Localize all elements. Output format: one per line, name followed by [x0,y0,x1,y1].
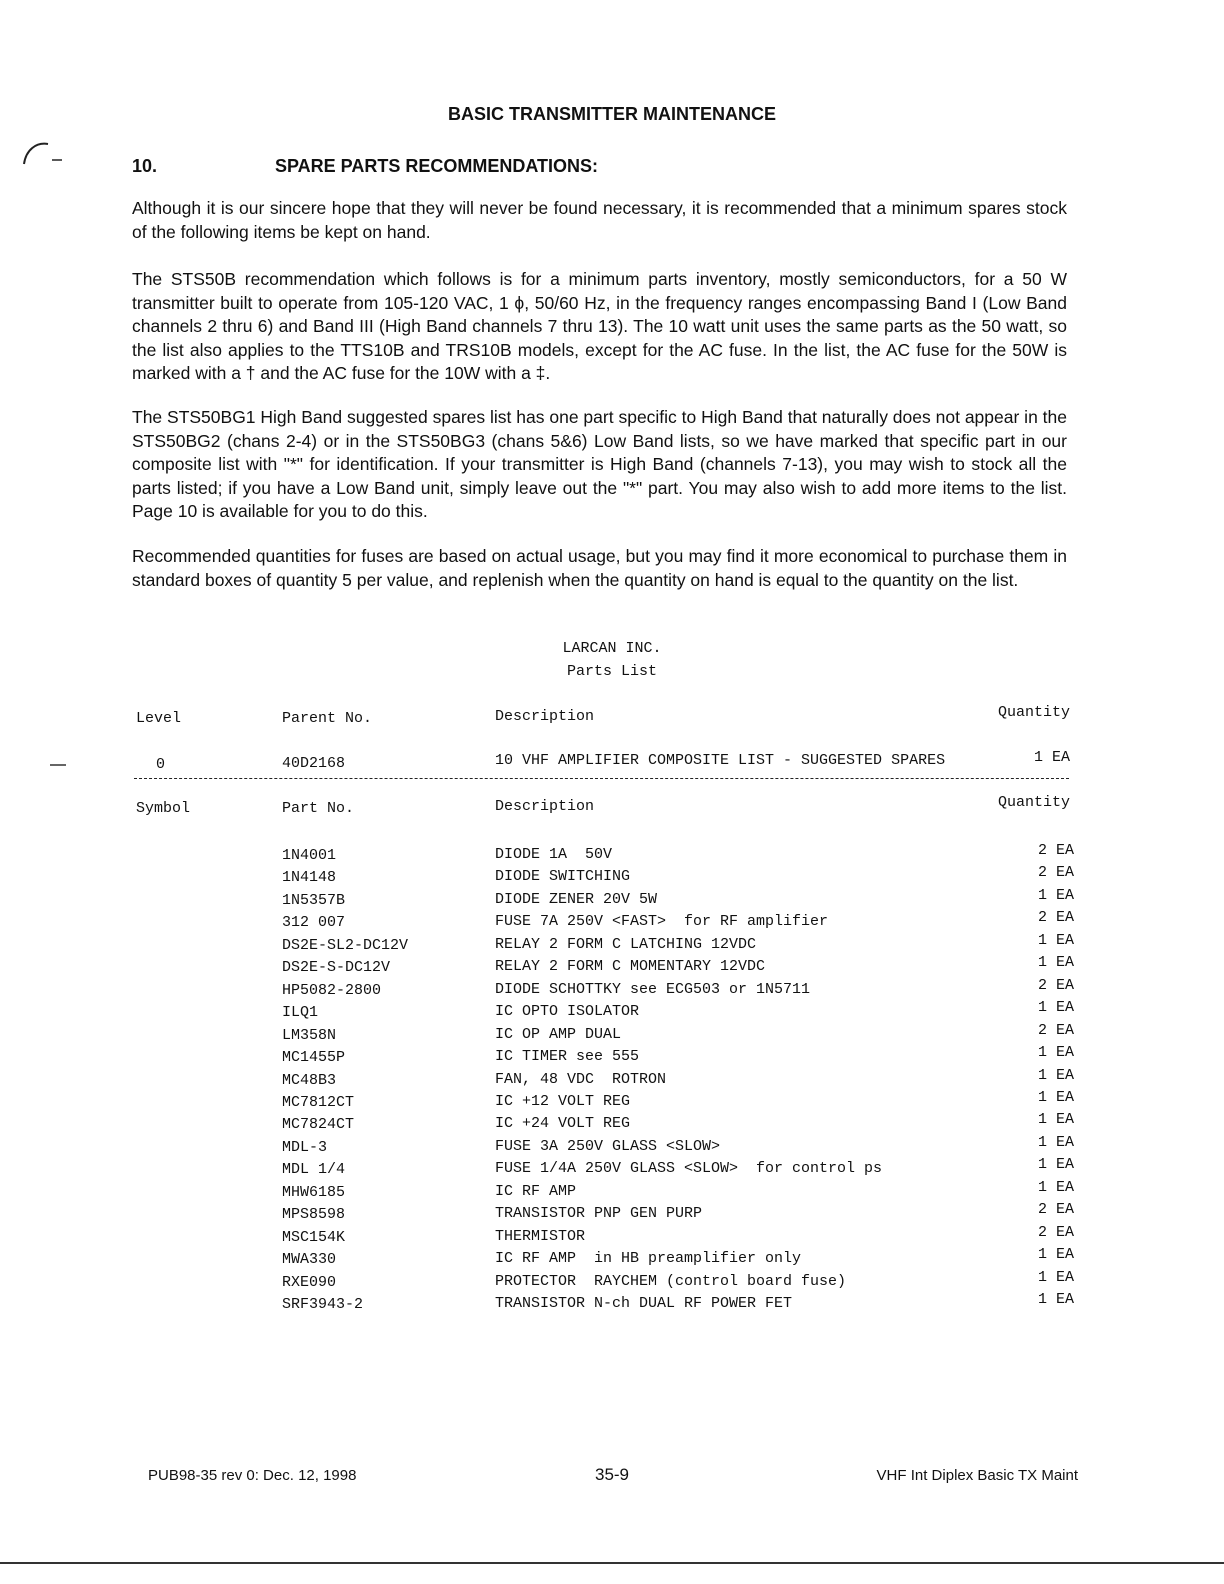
paragraph-intro: Although it is our sincere hope that they will never be found necessary, it is recommended that a minimum spares stock of the following items be kept on hand. [132,198,1067,242]
part-quantity: 1 EA [1037,1111,1074,1129]
parts-list-title: Parts List [566,663,657,680]
part-number: DS2E-SL2-DC12V [282,936,409,954]
part-quantity: 2 EA [1037,1201,1074,1219]
parent-quantity: 1 EA [1033,749,1070,766]
part-number: MDL-3 [282,1138,328,1156]
part-description: IC +24 VOLT REG [495,1115,631,1133]
part-number: MSC154K [282,1228,346,1246]
part-number: ILQ1 [282,1004,319,1022]
part-description: DIODE ZENER 20V 5W [495,890,658,908]
symbol-header: Symbol [136,800,191,817]
part-quantity: 1 EA [1037,931,1074,949]
part-number: MC1455P [282,1049,346,1067]
part-number: SRF3943-2 [282,1296,364,1313]
company-name: LARCAN INC. [562,640,662,657]
item-description-header: Description [495,798,595,815]
description-header: Description [495,708,595,725]
part-number: HP5082-2800 [282,981,382,999]
paragraph-fuses: Recommended quantities for fuses are based on actual usage, but you may find it more economical to purchase them in standard boxes of quantity 5 per value, and replenish when the quantity on hand is equal to the quantity on the list. [132,546,1067,590]
part-quantity: 1 EA [1037,1088,1074,1106]
part-description: IC RF AMP [495,1182,577,1200]
footer-publication: PUB98-35 rev 0: Dec. 12, 1998 [148,1467,357,1484]
dashed-divider [134,778,1069,779]
part-number: 1N5357B [282,891,346,909]
part-description: IC OPTO ISOLATOR [495,1003,640,1021]
part-quantity: 2 EA [1037,842,1074,859]
part-quantity: 1 EA [1037,1291,1074,1308]
part-description: THERMISTOR [495,1227,586,1245]
part-description: DIODE SCHOTTKY see ECG503 or 1N5711 [495,980,811,998]
part-description: IC +12 VOLT REG [495,1092,631,1110]
part-description: FAN, 48 VDC ROTRON [495,1070,667,1088]
part-quantity: 2 EA [1037,1021,1074,1039]
quantity-header: Quantity [997,704,1070,721]
part-quantity: 1 EA [1037,1246,1074,1264]
part-number: MC7812CT [282,1093,355,1111]
part-quantity: 1 EA [1037,1133,1074,1151]
section-title: SPARE PARTS RECOMMENDATIONS: [275,156,599,176]
part-no-header: Part No. [282,800,355,817]
parent-level: 0 [156,756,166,773]
part-description: FUSE 1/4A 250V GLASS <SLOW> for control ps [495,1160,883,1178]
part-quantity: 2 EA [1037,976,1074,994]
part-quantity: 1 EA [1037,886,1074,904]
parent-description: 10 VHF AMPLIFIER COMPOSITE LIST - SUGGESTED SPARES [495,752,946,769]
part-description: IC OP AMP DUAL [495,1025,622,1043]
item-quantity-header: Quantity [997,794,1070,811]
scan-mark [48,762,68,768]
part-description: FUSE 7A 250V <FAST> for RF amplifier [495,913,829,931]
part-description: IC RF AMP in HB preamplifier only [495,1250,802,1268]
part-quantity: 1 EA [1037,999,1074,1017]
part-description: RELAY 2 FORM C LATCHING 12VDC [495,935,757,953]
parent-no-header: Parent No. [282,710,373,727]
parent-number: 40D2168 [282,755,346,772]
part-quantity: 2 EA [1037,864,1074,882]
document-title: BASIC TRANSMITTER MAINTENANCE [448,104,776,124]
part-number: MC7824CT [282,1116,355,1134]
footer-document-name: VHF Int Diplex Basic TX Maint [876,1467,1078,1484]
part-description: DIODE 1A 50V [495,846,613,863]
part-description: TRANSISTOR PNP GEN PURP [495,1205,703,1223]
part-number: RXE090 [282,1273,337,1291]
part-number: 1N4148 [282,869,337,887]
part-quantity: 2 EA [1037,1223,1074,1241]
part-number: LM358N [282,1026,337,1044]
part-description: RELAY 2 FORM C MOMENTARY 12VDC [495,958,766,976]
part-number: MPS8598 [282,1206,346,1224]
part-quantity: 1 EA [1037,1044,1074,1062]
part-number: MDL 1/4 [282,1161,346,1179]
level-header: Level [136,710,182,727]
section-number: 10. [132,156,158,176]
part-description: FUSE 3A 250V GLASS <SLOW> [495,1137,721,1155]
part-quantity: 1 EA [1037,1178,1074,1196]
part-number: 312 007 [282,914,346,932]
part-quantity: 1 EA [1037,1066,1074,1084]
page-number: 35-9 [594,1465,630,1484]
part-quantity: 1 EA [1037,1156,1074,1174]
part-number: MC48B3 [282,1071,337,1089]
part-number: DS2E-S-DC12V [282,959,391,977]
scan-mark [18,138,66,178]
paragraph-high-band: The STS50BG1 High Band suggested spares list has one part specific to High Band that naturally does not appear in the STS50BG2 (chans 2-4) or in the STS50BG3 (chans 5&6) Low Band lists, so we have marked that specific part in our composite list with "*" for identification. If your transmitter is High Band (channels 7-13), you may wish to stock all the parts listed; if you have a Low Band unit, simply leave out the "*" part. You may also wish to add more items to the list. Page 10 is available for you to do this. [132,407,1067,521]
part-description: PROTECTOR RAYCHEM (control board fuse) [495,1272,847,1290]
part-quantity: 1 EA [1037,1268,1074,1286]
part-number: MHW6185 [282,1183,346,1201]
part-quantity: 2 EA [1037,909,1074,927]
part-description: DIODE SWITCHING [495,868,631,886]
bottom-scan-edge [0,1562,1224,1564]
part-number: 1N4001 [282,847,337,864]
part-description: IC TIMER see 555 [495,1048,640,1066]
part-quantity: 1 EA [1037,954,1074,972]
part-number: MWA330 [282,1251,337,1269]
part-description: TRANSISTOR N-ch DUAL RF POWER FET [495,1295,793,1312]
paragraph-sts50b: The STS50B recommendation which follows is for a minimum parts inventory, mostly semiconductors, for a 50 W transmitter built to operate from 105-120 VAC, 1 ϕ, 50/60 Hz, in the frequency ranges encompassing Band I (Low Band channels 2 thru 6) and Band III (High Band channels 7 thru 13). The 10 watt unit uses the same parts as the 50 watt, so the list also applies to the TTS10B and TRS10B models, except for the AC fuse. In the list, the AC fuse for the 50W is marked with a † and the AC fuse for the 10W with a ‡. [132,269,1067,383]
